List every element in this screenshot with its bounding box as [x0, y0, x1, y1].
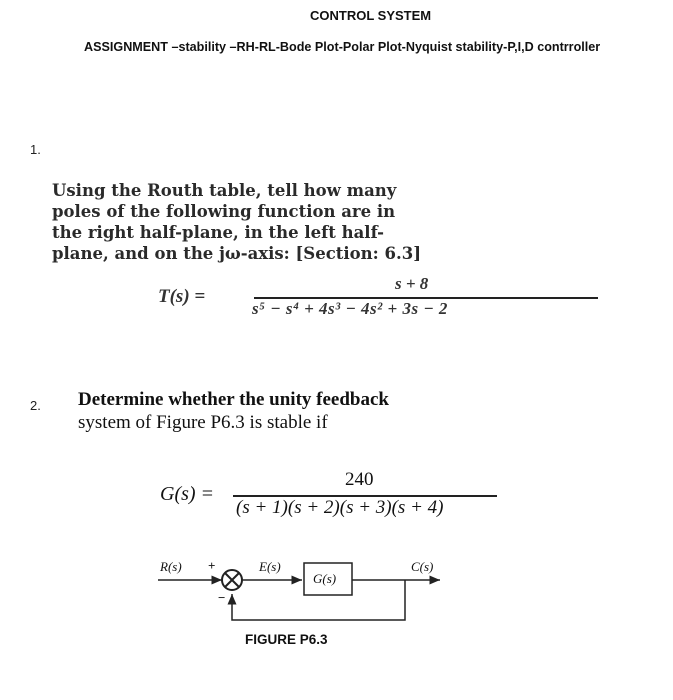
input-label: R(s) [160, 559, 182, 574]
question-2-line-part: is stable if [244, 412, 328, 433]
gs-denominator: (s + 1)(s + 2)(s + 3)(s + 4) [236, 497, 444, 518]
tf-numerator: s + 8 [395, 274, 429, 293]
question-1-line: Using the Routh table, tell how many [52, 181, 397, 200]
question-1-line: the right half-plane, in the left half- [52, 223, 384, 242]
question-2-line: Determine whether the unity feedback [78, 389, 389, 410]
assignment-subtitle: ASSIGNMENT –stability –RH-RL-Bode Plot-Polar Plot-Nyquist stability-P,I,D contrroller [84, 40, 601, 54]
error-label: E(s) [259, 559, 281, 574]
output-label: C(s) [411, 559, 434, 574]
question-1-number: 1. [30, 142, 41, 157]
figure-caption: FIGURE P6.3 [245, 632, 328, 647]
block-label: G(s) [313, 571, 337, 586]
gs-lhs: G(s) = [160, 483, 215, 505]
plus-sign: + [208, 558, 216, 573]
question-2-line-part: system of Figure [78, 412, 211, 433]
tf-lhs: T(s) = [158, 286, 206, 307]
gs-numerator: 240 [345, 469, 374, 490]
question-1-line: plane, and on the jω-axis: [Section: 6.3] [52, 244, 422, 263]
minus-sign: − [218, 590, 226, 605]
question-2-number: 2. [30, 398, 41, 413]
tf-denominator: s⁵ − s⁴ + 4s³ − 4s² + 3s − 2 [252, 299, 448, 318]
figure-reference: P6.3 [210, 412, 245, 433]
question-1-line: poles of the following function are in [52, 202, 396, 221]
page-title: CONTROL SYSTEM [310, 8, 432, 23]
